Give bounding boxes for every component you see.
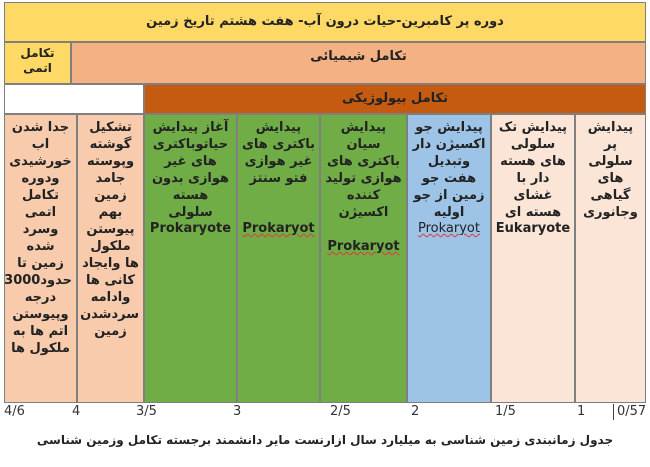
caption: جدول زمانبندی زمین شناسی به میلیارد سال ازارنست مایر دانشمند برجسته تکامل وزمین شناسی xyxy=(36,433,614,447)
tick-label: 0/57 xyxy=(617,404,647,419)
column-text: جدا شدن اب خورشیدی ودوره تکامل اتمی وسرد شده زمین تا حدود3000 درجه وپیوستن اتم ها به ملکول ها xyxy=(4,120,72,356)
band-chemical xyxy=(71,42,646,84)
column-text: پیدایش جو اکسیژن دار وتبدیل هفت جو زمین از جو اولیه xyxy=(412,120,486,220)
band-biological-label: تکامل بیولوژیکی xyxy=(342,91,448,106)
page-title: دوره پر کامبرین-حیات درون آب- هفت هشتم تاریخ زمین xyxy=(146,14,504,29)
column-anaerobic-photosynthesis xyxy=(237,114,320,403)
column-label: Prokaryot xyxy=(418,221,480,236)
column-label: Prokaryote xyxy=(149,221,232,236)
band-blank xyxy=(4,84,144,114)
tick-label: 1/5 xyxy=(495,404,516,419)
column-text: پیدایش تک سلولی های هسته دار با غشای هسته ای xyxy=(498,120,568,220)
column-oxygen-atmosphere xyxy=(407,114,491,403)
axis-divider xyxy=(613,404,614,420)
column-label: Prokaryot xyxy=(327,239,400,254)
tick-label: 1 xyxy=(577,404,586,419)
column-eukaryote xyxy=(491,114,575,403)
column-life-origin xyxy=(144,114,237,403)
tick-label: 2 xyxy=(411,404,420,419)
tick-label: 4 xyxy=(72,404,81,419)
column-label: Prokaryot xyxy=(242,221,315,236)
column-text: آغاز پیدایش حیاتوباکتری های غیر هوازی بدون هسته سلولی xyxy=(151,120,230,220)
column-cyanobacteria xyxy=(320,114,407,403)
band-biological xyxy=(144,84,646,114)
title-bar xyxy=(4,2,646,42)
column-text: تشکیل گوشته وپوسته جامد زمین بهم پیوستن ملکول ها وایجاد کانی ها وادامه سردشدن زمین xyxy=(80,120,139,339)
tick-label: 2/5 xyxy=(330,404,351,419)
column-label: Eukaryote xyxy=(495,221,571,236)
band-chemical-label: تکامل شیمیائی xyxy=(310,49,407,64)
column-multicellular xyxy=(575,114,646,403)
column-text: پیدایش سیان باکتری های هوازی تولید کننده اکسیژن xyxy=(325,120,402,220)
tick-label: 4/6 xyxy=(4,404,25,419)
column-crust-formation xyxy=(77,114,144,403)
band-atomic-label: تکامل اتمی xyxy=(20,46,55,75)
column-atomic-cooling xyxy=(4,114,77,403)
column-text: پیدایش پر سلولی های گیاهی وجانوری xyxy=(583,120,638,220)
tick-label: 3/5 xyxy=(136,404,157,419)
column-text: پیدایش باکتری های غیر هوازی فتو سنتز xyxy=(242,120,315,186)
tick-label: 3 xyxy=(233,404,242,419)
band-atomic xyxy=(4,42,71,84)
timeline-axis xyxy=(0,404,650,426)
